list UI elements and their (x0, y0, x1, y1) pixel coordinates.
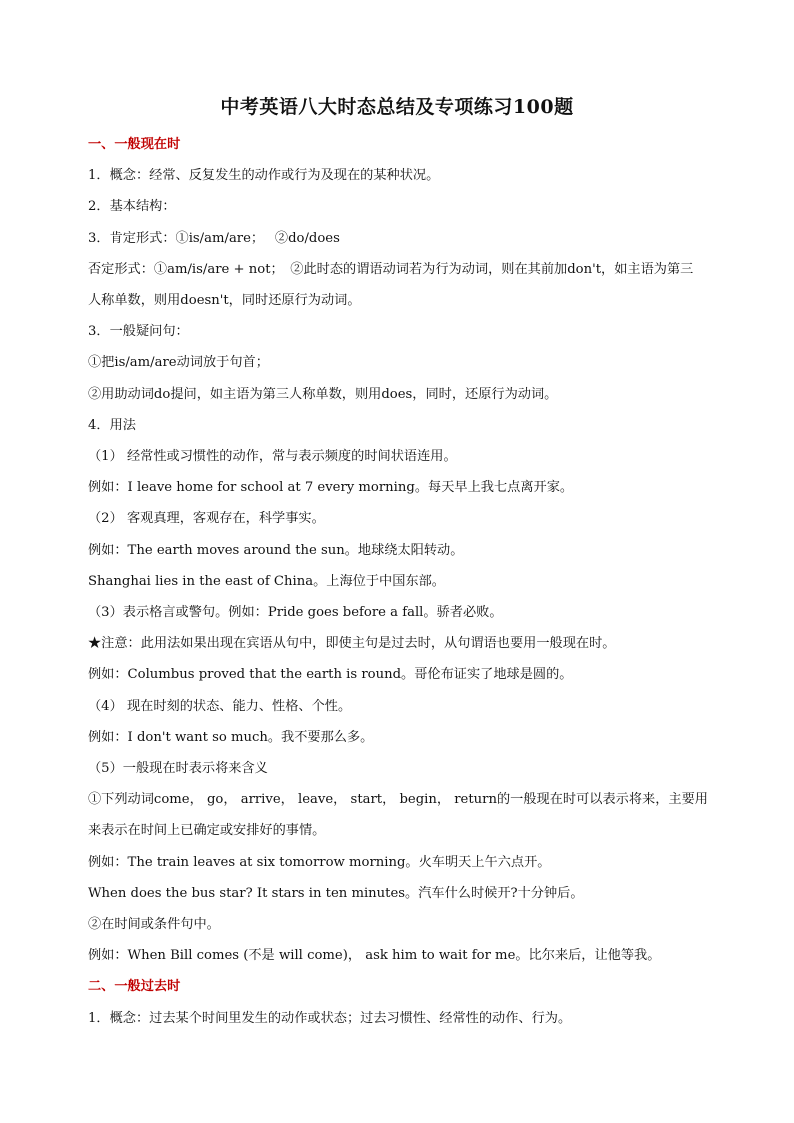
text-line: 来表示在时间上已确定或安排好的事情。 (88, 823, 326, 839)
text-line: 例如：When Bill comes (不是 will come)， ask him to wait for me。比尔来后，让他等我。 (88, 948, 661, 964)
page-title: 中考英语八大时态总结及专项练习100题 (220, 96, 574, 118)
text-line: （1） 经常性或习惯性的动作，常与表示频度的时间状语连用。 (88, 449, 457, 464)
text-line: 例如：Columbus proved that the earth is round。哥伦布证实了地球是圆的。 (88, 667, 573, 683)
text-line: 否定形式：①am/is/are + not； ②此时态的谓语动词若为行为动词，则在其前加don't，如主语为第三 (88, 261, 694, 277)
text-line: When does the bus star? It stars in ten minutes。汽车什么时候开?十分钟后。 (88, 885, 584, 901)
section-heading: 二、一般过去时 (88, 979, 181, 995)
text-line: （5）一般现在时表示将来含义 (88, 761, 268, 776)
text-line: （3）表示格言或警句。例如：Pride goes before a fall。骄者必败。 (88, 605, 503, 620)
text-line: ①下列动词come， go， arrive， leave， start， begin， return的一般现在时可以表示将来，主要用 (88, 792, 708, 808)
text-line: 4．用法 (88, 417, 136, 433)
section-heading: 一、一般现在时 (88, 137, 181, 152)
text-line: 例如：I leave home for school at 7 every morning。每天早上我七点离开家。 (88, 480, 574, 496)
text-line: （2） 客观真理，客观存在，科学事实。 (88, 511, 325, 527)
text-line: （4） 现在时刻的状态、能力、性格、个性。 (88, 698, 352, 714)
text-line: 2．基本结构： (88, 199, 176, 215)
text-line: 1．概念：经常、反复发生的动作或行为及现在的某种状况。 (88, 168, 440, 184)
text-line: 例如：The train leaves at six tomorrow morning。火车明天上午六点开。 (88, 854, 551, 870)
text-line: ②在时间或条件句中。 (88, 917, 220, 932)
text-line: 3．一般疑问句： (88, 324, 189, 340)
text-line: 1．概念：过去某个时间里发生的动作或状态；过去习惯性、经常性的动作、行为。 (88, 1010, 572, 1026)
text-line: 人称单数，则用doesn't，同时还原行为动词。 (88, 293, 361, 308)
text-line: 3．肯定形式：①is/am/are； ②do/does (88, 230, 340, 246)
text-line: ①把is/am/are动词放于句首； (88, 355, 269, 371)
text-line: 例如：The earth moves around the sun。地球绕太阳转动。 (88, 542, 464, 558)
text-line: ②用助动词do提问，如主语为第三人称单数，则用does，同时，还原行为动词。 (88, 386, 558, 402)
text-line: ★注意：此用法如果出现在宾语从句中，即使主句是过去时，从句谓语也要用一般现在时。 (88, 636, 616, 652)
text-line: Shanghai lies in the east of China。上海位于中国东部。 (88, 573, 445, 589)
text-line: 例如：I don't want so much。我不要那么多。 (88, 729, 374, 745)
